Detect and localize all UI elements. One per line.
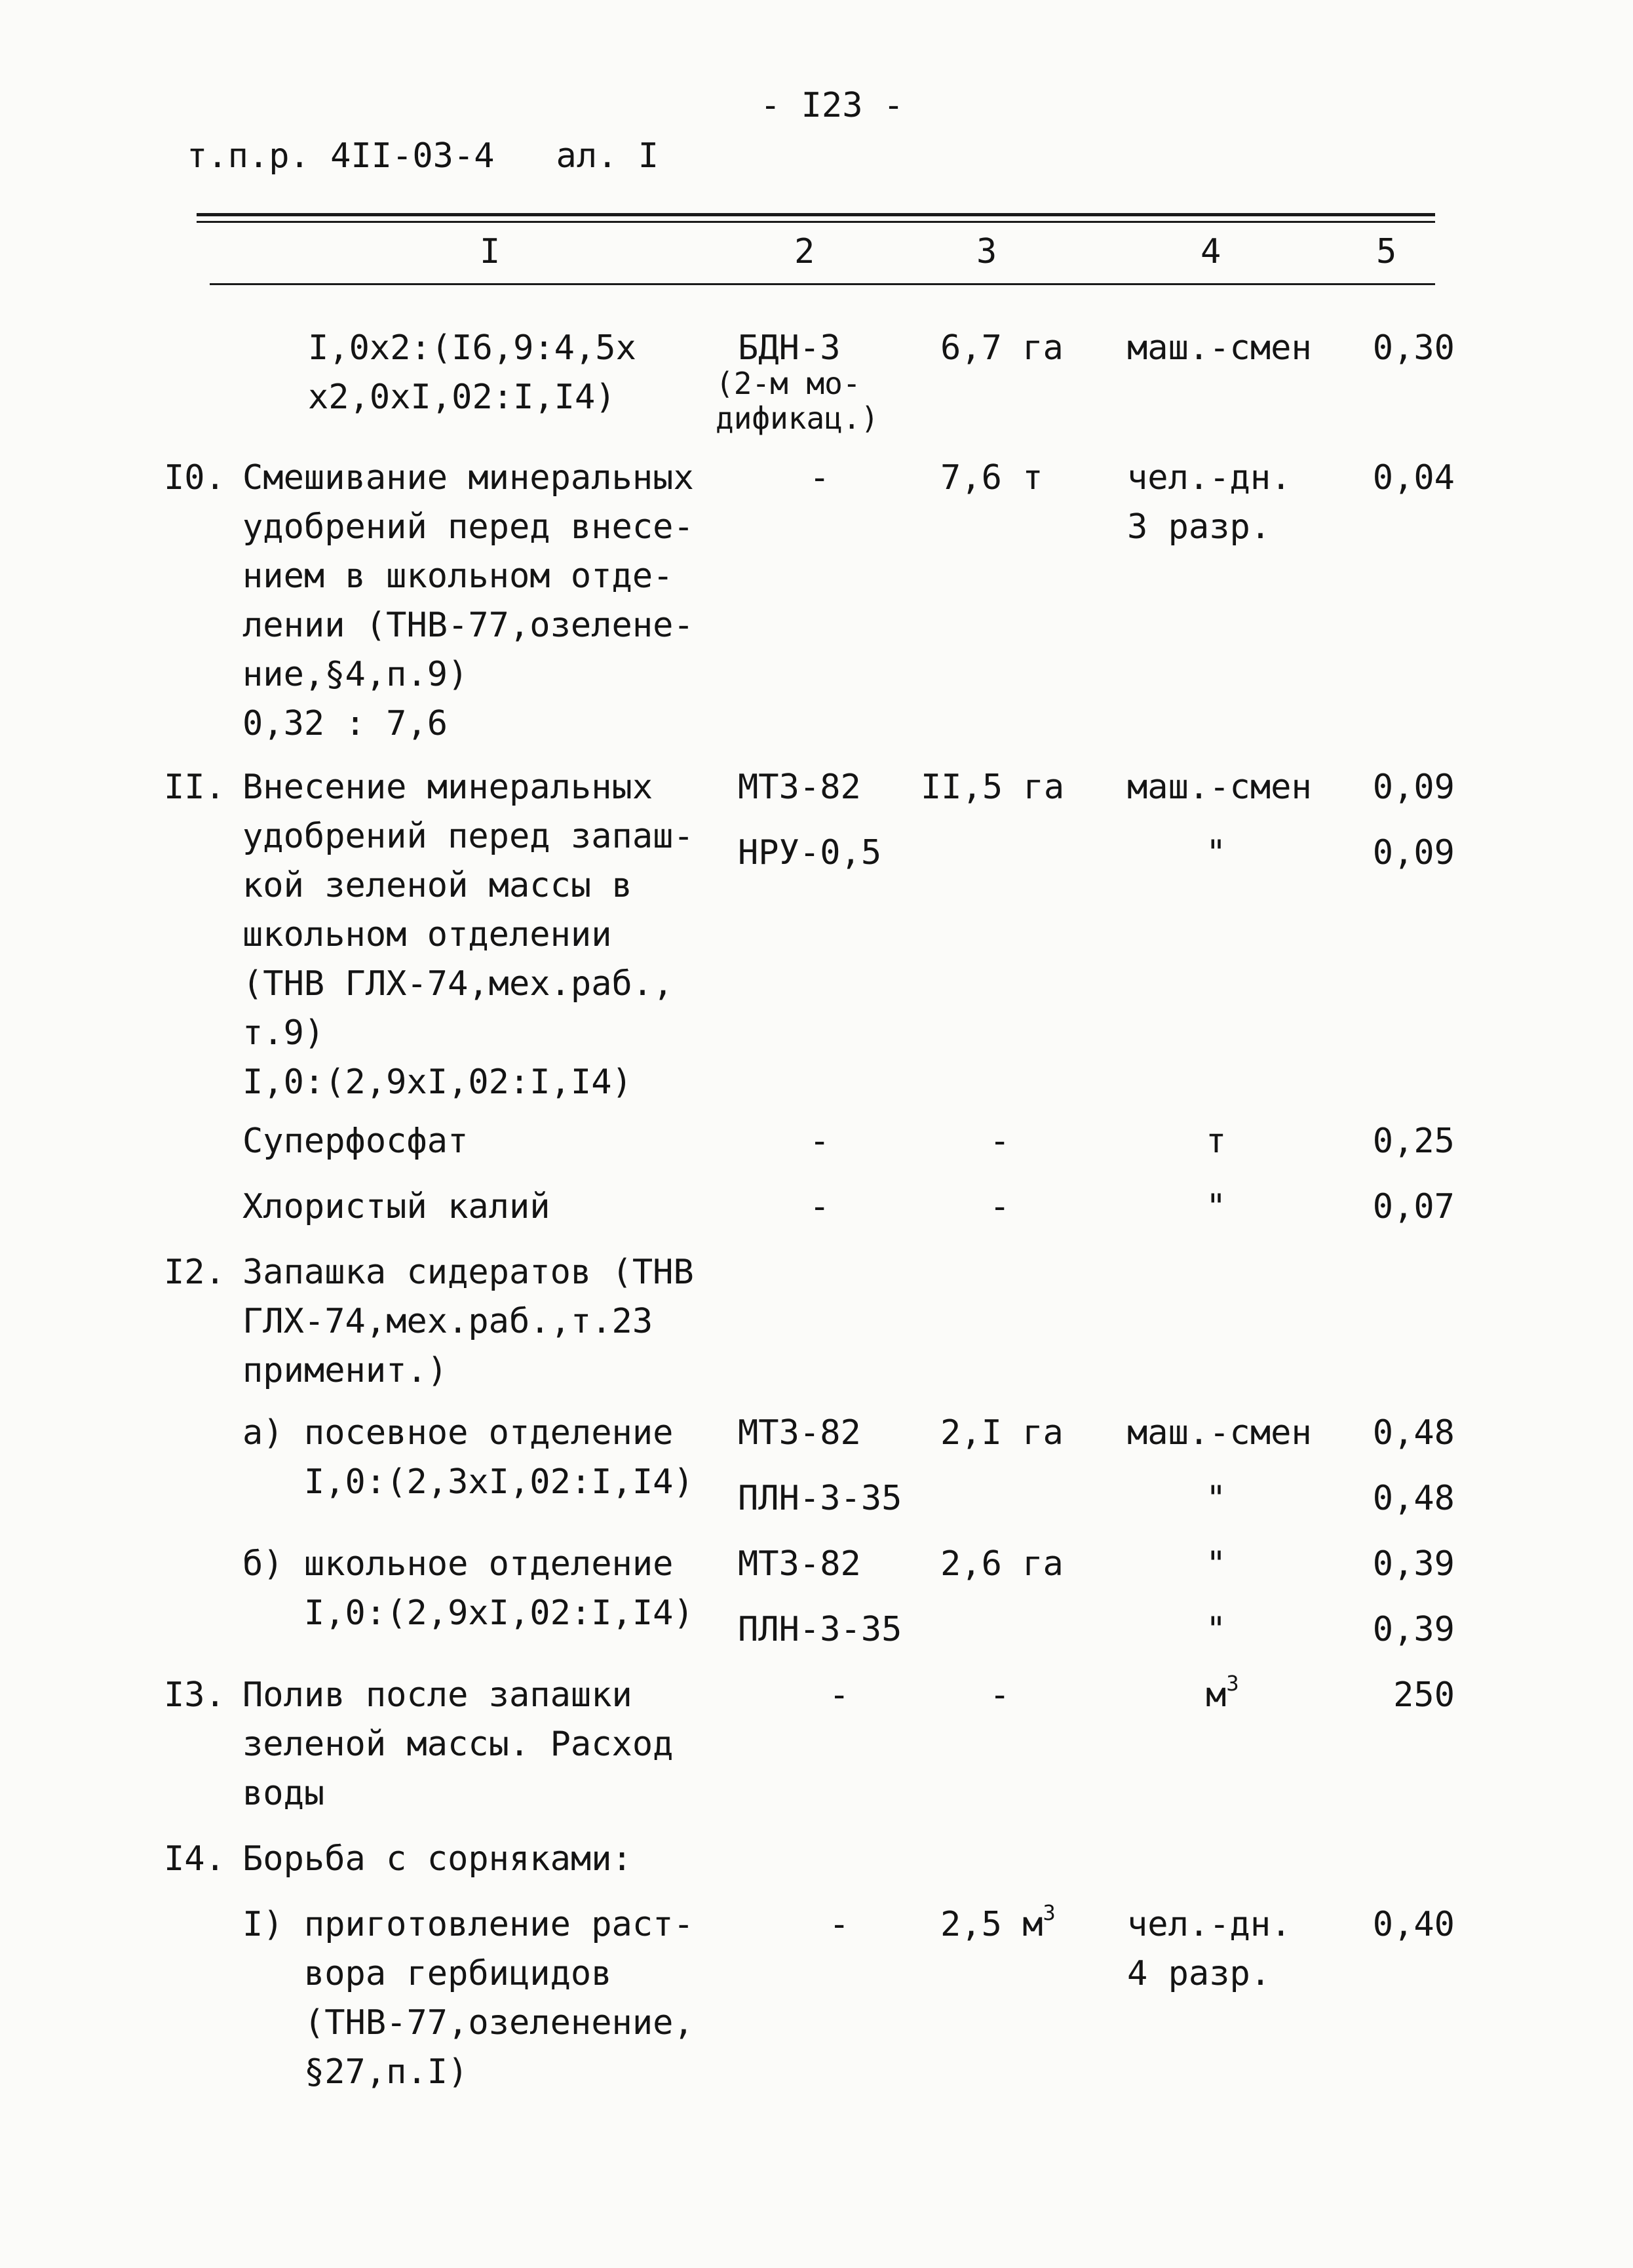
row-equipment: дификац.) <box>716 401 879 436</box>
row-number: I2. <box>164 1253 225 1292</box>
row-description-line: Смешивание минеральных <box>242 458 694 498</box>
unit-exponent: 3 <box>1226 1671 1239 1696</box>
row-unit <box>1206 1671 1239 1715</box>
row-volume <box>940 1900 1056 1944</box>
row-description-line: I,0:(2,3xI,02:I,I4) <box>242 1462 694 1502</box>
row-unit: " <box>1206 1544 1227 1584</box>
row-equipment: НРУ-0,5 <box>738 833 882 872</box>
row-equipment: МТЗ-82 <box>738 1544 861 1584</box>
row-volume: 6,7 га <box>940 328 1064 368</box>
row-description-line: кой зеленой массы в <box>242 866 632 905</box>
row-description-line: Полив после запашки <box>242 1675 632 1715</box>
row-unit: 3 разр. <box>1127 507 1271 547</box>
row-unit: маш.-смен <box>1127 328 1312 368</box>
row-description-line: удобрений перед запаш- <box>242 817 694 856</box>
row-number: II. <box>164 768 225 807</box>
table-top-rule <box>197 213 1435 216</box>
row-description-line: зеленой массы. Расход <box>242 1725 674 1764</box>
row-equipment: - <box>809 1187 830 1226</box>
row-unit: чел.-дн. <box>1127 1905 1292 1944</box>
row-number: I3. <box>164 1675 225 1715</box>
row-volume: 2,I га <box>940 1413 1064 1453</box>
row-number: I4. <box>164 1839 225 1879</box>
row-description-line: Хлористый калий <box>242 1187 550 1226</box>
column-header-3: 3 <box>976 232 997 271</box>
row-volume: 7,6 т <box>940 458 1043 498</box>
row-description-line: (ТНВ ГЛХ-74,мех.раб., <box>242 964 674 1004</box>
row-description-line: Внесение минеральных <box>242 768 653 807</box>
row-equipment: МТЗ-82 <box>738 1413 861 1453</box>
row-value: 0,09 <box>1372 833 1455 872</box>
row-equipment: - <box>829 1905 850 1944</box>
row-description-line: б) школьное отделение <box>242 1544 674 1584</box>
row-equipment: - <box>809 458 830 498</box>
row-value: 0,25 <box>1372 1122 1455 1161</box>
row-description-line: применит.) <box>242 1351 448 1390</box>
row-value: 0,09 <box>1372 768 1455 807</box>
row-description-line: нием в школьном отде- <box>242 557 674 596</box>
row-description-line: (ТНВ-77,озеленение, <box>242 2003 694 2043</box>
row-volume: II,5 га <box>921 768 1065 807</box>
volume-exponent: 3 <box>1043 1900 1056 1925</box>
row-description-line: I) приготовление раст- <box>242 1905 694 1944</box>
row-description-line: x2,0xI,02:I,I4) <box>308 378 616 417</box>
page-number: - I23 - <box>760 86 904 125</box>
row-unit: " <box>1206 1479 1227 1518</box>
row-value: 0,30 <box>1372 328 1455 368</box>
row-value: 0,07 <box>1372 1187 1455 1226</box>
column-header-2: 2 <box>794 232 815 271</box>
row-value: 0,48 <box>1372 1479 1455 1518</box>
row-number: I0. <box>164 458 225 498</box>
row-unit: " <box>1206 1187 1227 1226</box>
row-value: 0,04 <box>1372 458 1455 498</box>
row-unit: " <box>1206 833 1227 872</box>
column-header-5: 5 <box>1376 232 1397 271</box>
row-description-line: I,0x2:(I6,9:4,5x <box>308 328 636 368</box>
row-description-line: ГЛХ-74,мех.раб.,т.23 <box>242 1302 653 1341</box>
column-header-4: 4 <box>1201 232 1221 271</box>
row-description-line: I,0:(2,9xI,02:I,I4) <box>242 1593 694 1633</box>
row-description-line: т.9) <box>242 1013 325 1053</box>
row-description-line: лении (ТНВ-77,озелене- <box>242 606 694 645</box>
row-value: 0,48 <box>1372 1413 1455 1453</box>
row-value: 0,39 <box>1372 1610 1455 1649</box>
row-description-line: школьном отделении <box>242 915 612 954</box>
row-description-line: Борьба с сорняками: <box>242 1839 632 1879</box>
table-top-rule-2 <box>197 221 1435 223</box>
row-unit: т <box>1206 1122 1227 1161</box>
row-volume: - <box>989 1122 1010 1161</box>
row-unit: " <box>1206 1610 1227 1649</box>
table-header-rule <box>210 283 1435 285</box>
row-unit: маш.-смен <box>1127 1413 1312 1453</box>
column-header-1: I <box>480 232 501 271</box>
row-description-line: вора гербицидов <box>242 1954 612 1993</box>
row-description-line: удобрений перед внесе- <box>242 507 694 547</box>
row-volume: - <box>989 1187 1010 1226</box>
row-equipment: - <box>829 1675 850 1715</box>
volume-base: 2,5 м <box>940 1905 1043 1944</box>
row-description-line: Запашка сидератов (ТНВ <box>242 1253 694 1292</box>
row-unit: 4 разр. <box>1127 1954 1271 1993</box>
row-value: 250 <box>1393 1675 1455 1715</box>
row-description-line: I,0:(2,9xI,02:I,I4) <box>242 1063 632 1102</box>
row-equipment: - <box>809 1122 830 1161</box>
row-equipment: (2-м мо- <box>716 366 861 401</box>
row-description-line: ние,§4,п.9) <box>242 655 469 694</box>
row-unit: маш.-смен <box>1127 768 1312 807</box>
row-description-line: а) посевное отделение <box>242 1413 674 1453</box>
row-equipment: ПЛН-3-35 <box>738 1479 902 1518</box>
unit-base: м <box>1206 1675 1227 1715</box>
row-description-line: воды <box>242 1774 325 1813</box>
row-equipment: ПЛН-3-35 <box>738 1610 902 1649</box>
row-equipment: БДН-3 <box>738 328 841 368</box>
row-volume: 2,6 га <box>940 1544 1064 1584</box>
row-description-line: Суперфосфат <box>242 1122 469 1161</box>
row-description-line: §27,п.I) <box>242 2052 469 2092</box>
row-value: 0,39 <box>1372 1544 1455 1584</box>
row-description-line: 0,32 : 7,6 <box>242 704 448 743</box>
row-equipment: МТЗ-82 <box>738 768 861 807</box>
row-value: 0,40 <box>1372 1905 1455 1944</box>
row-volume: - <box>989 1675 1010 1715</box>
row-unit: чел.-дн. <box>1127 458 1292 498</box>
document-code: т.п.р. 4II-03-4 ал. I <box>187 136 659 176</box>
